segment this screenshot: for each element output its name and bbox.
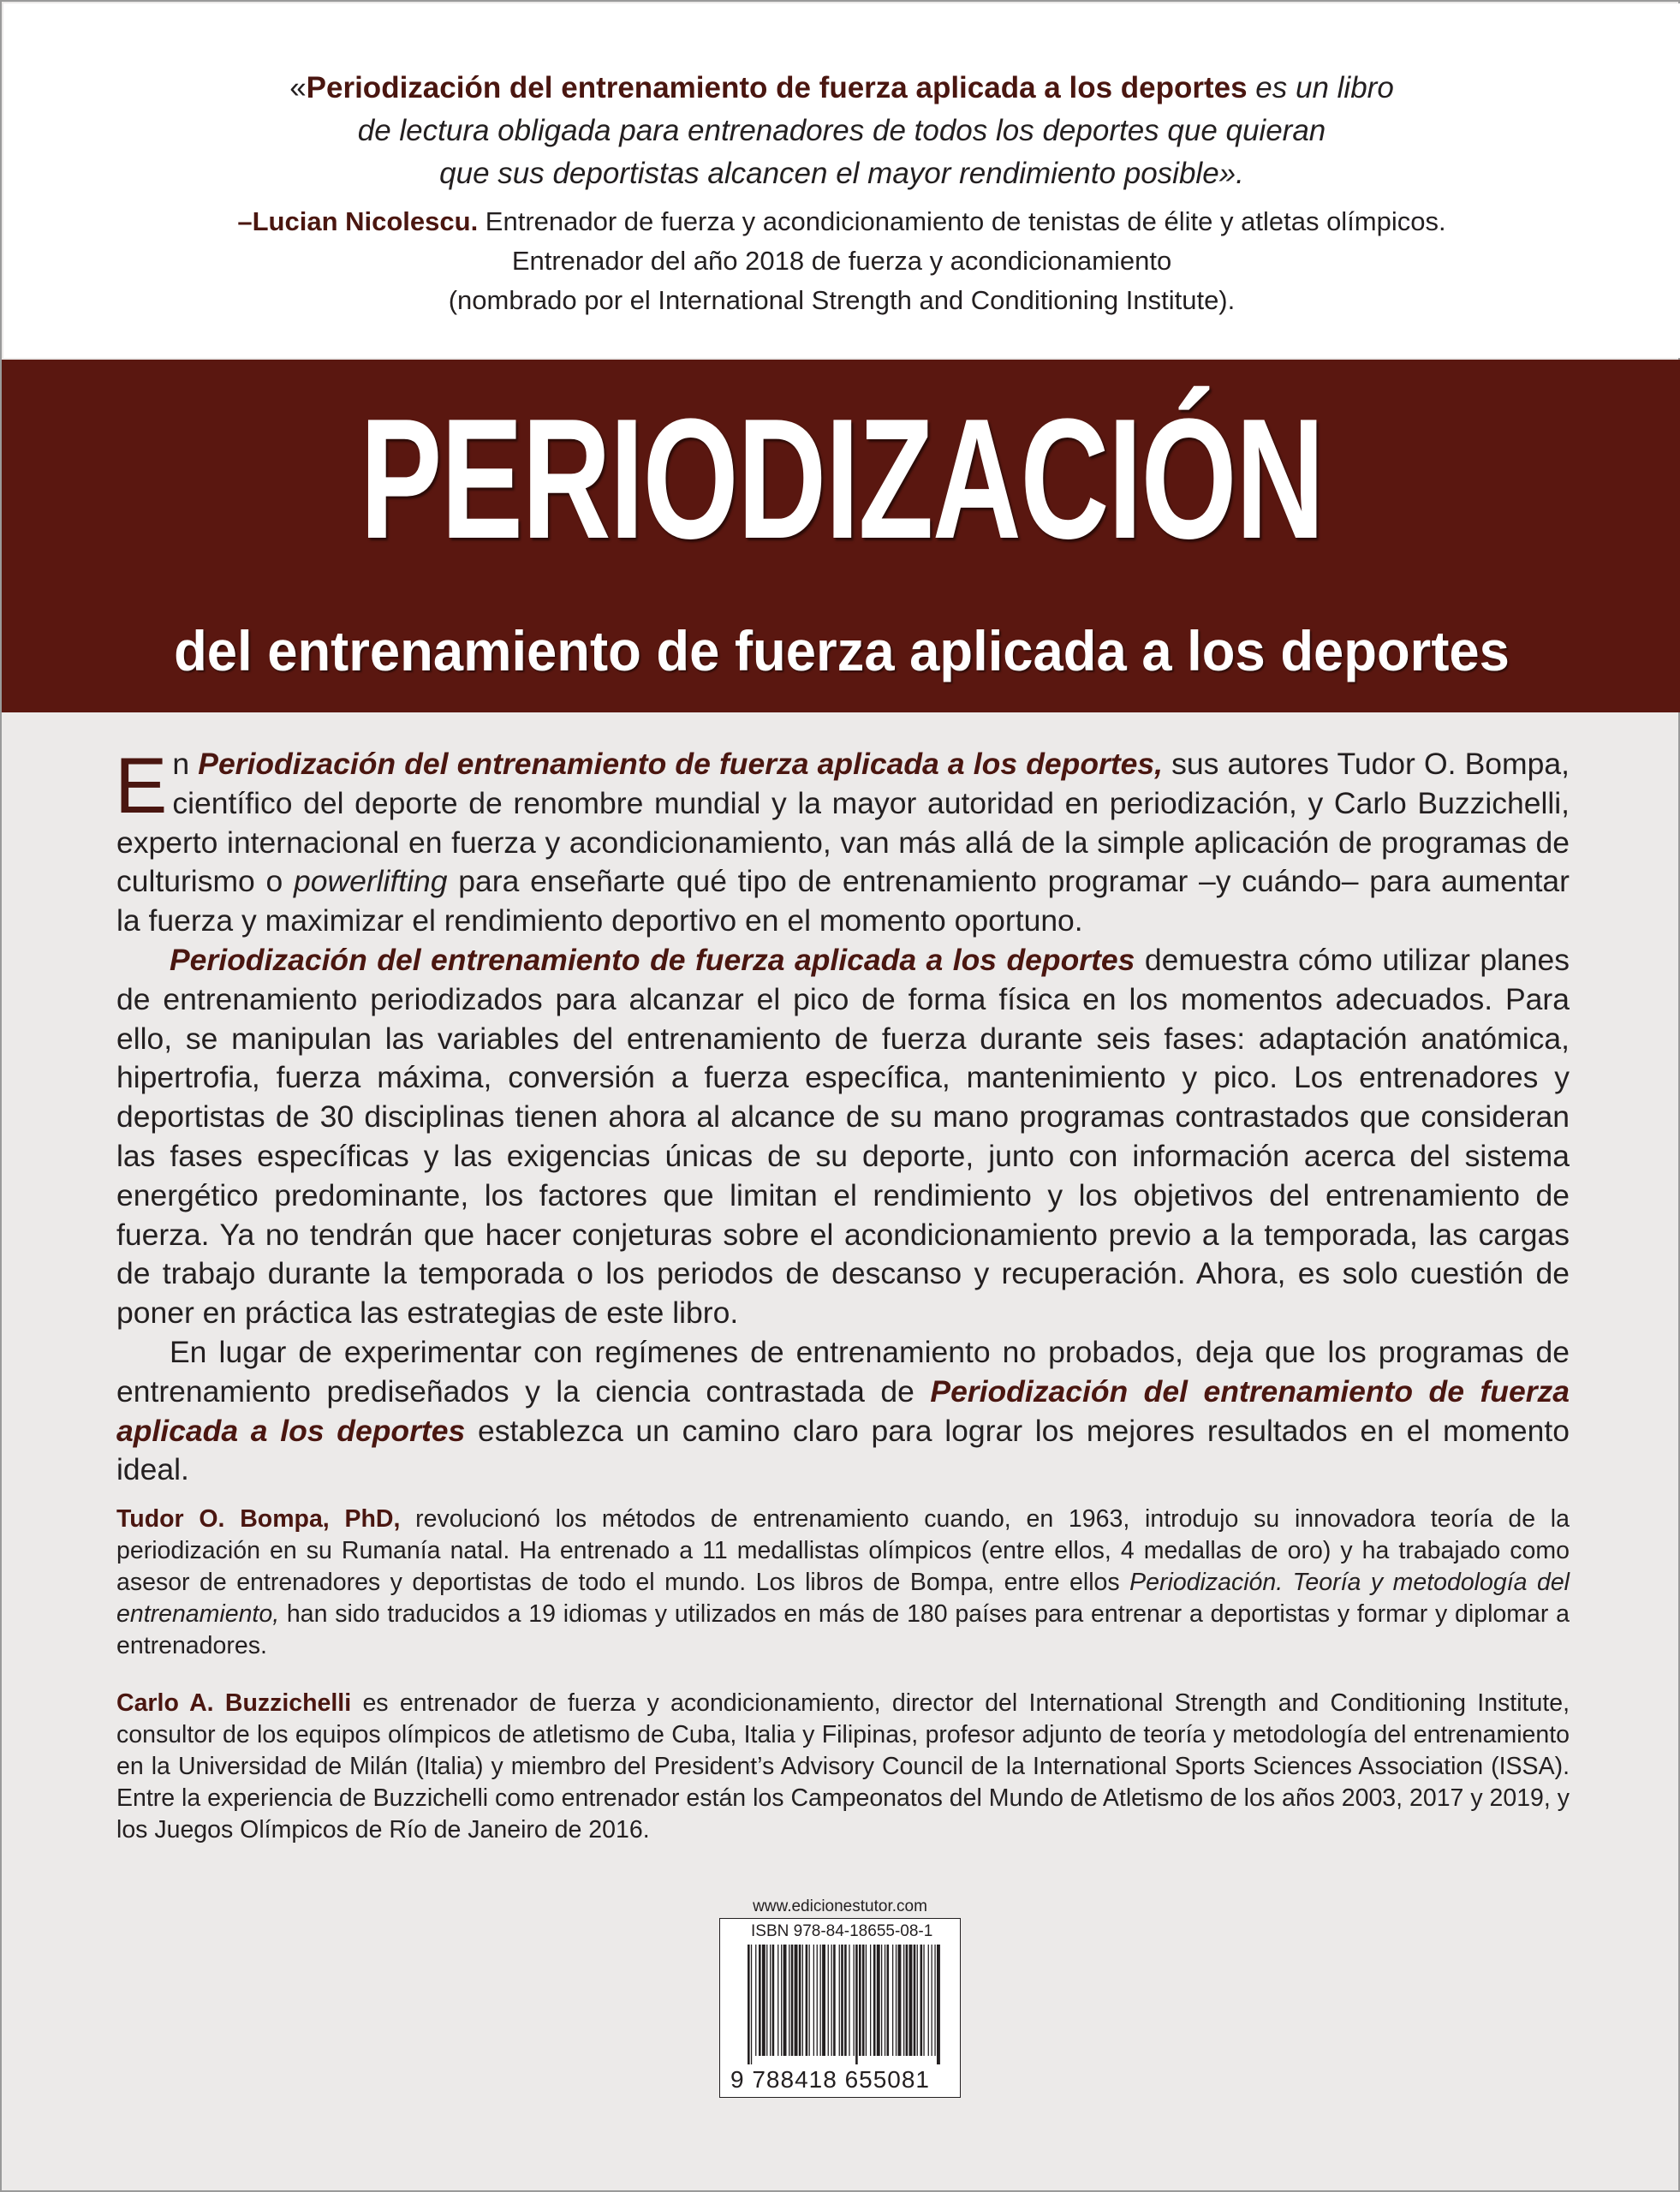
- author-name: Carlo A. Buzzichelli: [116, 1689, 352, 1717]
- quote-open-mark: «: [289, 71, 307, 104]
- attribution-line-3: (nombrado por el International Strength and Conditioning Institute).: [448, 285, 1236, 315]
- blurb-italic-term: powerlifting: [293, 864, 448, 899]
- blurb-paragraph-2: [116, 941, 1570, 1333]
- blurb-text: En lugar de experimentar con regímenes de entrenamiento no probados, deja que los programas de entrenamiento prediseñados y la ciencia contrastada de: [116, 1334, 1570, 1409]
- blurb-paragraph-3: [116, 1333, 1570, 1490]
- blurb-paragraph-1: [115, 742, 1570, 941]
- bio-book-title: Periodización. Teoría y metodología del entrenamiento,: [116, 1569, 1570, 1628]
- author-name: Tudor O. Bompa, PhD,: [116, 1505, 401, 1533]
- publisher-url: www.edicionestutor.com: [753, 1897, 927, 1915]
- endorser-name: –Lucian Nicolescu.: [237, 206, 479, 236]
- barcode-icon: [746, 1945, 943, 2064]
- endorsement-panel: [3, 3, 1680, 358]
- barcode-digits: 9 788418 655081: [730, 2066, 930, 2093]
- attribution-line-2: Entrenador del año 2018 de fuerza y acondicionamiento: [511, 246, 1172, 276]
- book-subtitle: del entrenamiento de fuerza aplicada a los deportes: [174, 619, 1510, 682]
- blurb-text: para enseñarte qué tipo de entrenamiento programar –y cuándo– para aumentar la fuerza y maximizar el rendimiento deportivo en el momento oportuno.: [116, 864, 1570, 938]
- endorsement-quote: [3, 67, 1680, 195]
- quote-text: es un libro: [1247, 71, 1394, 104]
- blurb-book-title: Periodización del entrenamiento de fuerza aplicada a los deportes: [170, 942, 1135, 977]
- quote-line-2: de lectura obligada para entrenadores de todos los deportes que quieran: [357, 114, 1326, 147]
- book-title: PERIODIZACIÓN: [360, 384, 1324, 575]
- author-bio-bompa: [116, 1504, 1570, 1662]
- endorser-role: Entrenador de fuerza y acondicionamiento de tenistas de élite y atletas olímpicos.: [478, 206, 1446, 236]
- blurb-text: demuestra cómo utilizar planes de entrenamiento periodizados para alcanzar el pico de forma física en los momentos adecuados. Para ello, se manipulan las variables del entrenamiento de fuerza durante seis fases: adaptación anatómica, hipertrofia, fuerza máxima, conversión a fuerza específica, mantenimiento y pico. Los entrenadores y deportistas de 30 disciplinas tienen ahora al alcance de su mano programas contrastados que consideran las fases específicas y las exigencias únicas de su deporte, junto con información acerca del sistema energético predominante, los factores que limitan el rendimiento y los objetivos del entrenamiento de fuerza. Ya no tendrán que hacer conjeturas sobre el acondicionamiento previo a la temporada, las cargas de trabajo durante la temporada o los periodos de descanso y recuperación. Ahora, es solo cuestión de poner en práctica las estrategias de este libro.: [116, 942, 1570, 1331]
- isbn-label: ISBN 978-84-18655-08-1: [751, 1922, 933, 1940]
- drop-cap: E: [115, 742, 168, 830]
- barcode-block: [719, 1897, 961, 2099]
- bio-text: es entrenador de fuerza y acondicionamiento, director del International Strength and Conditioning Institute, consultor de los equipos olímpicos de atletismo de Cuba, Italia y Filipinas, profesor adjunto de teoría y metodología del entrenamiento en la Universidad de Milán (Italia) y miembro del President’s Advisory Council de la International Sports Sciences Association (ISSA). Entre la experiencia de Buzzichelli como entrenador están los Campeonatos del Mundo de Atletismo de los años 2003, 2017 y 2019, y los Juegos Olímpicos de Río de Janeiro de 2016.: [116, 1689, 1570, 1844]
- title-banner: [2, 360, 1680, 712]
- quote-line-1: [3, 67, 1680, 110]
- barcode-box: [719, 1918, 961, 2098]
- quote-line-3: que sus deportistas alcancen el mayor rendimiento posible».: [439, 157, 1244, 190]
- blurb-book-title: Periodización del entrenamiento de fuerza aplicada a los deportes: [116, 1373, 1570, 1448]
- blurb: [115, 742, 1570, 1490]
- bio-text: revolucionó los métodos de entrenamiento cuando, en 1963, introdujo su innovadora teoría de la periodización en su Rumanía natal. Ha entrenado a 11 medallistas olímpicos (entre ellos, 4 medallas de oro) y ha trabajado como asesor de entrenadores y deportistas de todo el mundo. Los libros de Bompa, entre ellos: [116, 1505, 1570, 1596]
- blurb-text: sus autores Tudor O. Bompa, científico del deporte de renombre mundial y la mayor autoridad en periodización, y Carlo Buzzichelli, experto internacional en fuerza y acondicionamiento, van más allá de la simple aplicación de programas de culturismo o: [116, 747, 1570, 899]
- blurb-book-title: Periodización del entrenamiento de fuerza aplicada a los deportes,: [198, 747, 1163, 781]
- bio-text: han sido traducidos a 19 idiomas y utilizados en más de 180 países para entrenar a deportistas y formar y diplomar a entrenadores.: [116, 1600, 1570, 1659]
- quote-book-title: Periodización del entrenamiento de fuerza aplicada a los deportes: [306, 71, 1248, 104]
- blurb-text: establezca un camino claro para lograr los mejores resultados en el momento ideal.: [116, 1413, 1570, 1487]
- attribution-line-1: [3, 202, 1680, 241]
- blurb-text: n: [172, 747, 199, 781]
- endorsement-attribution: [3, 202, 1680, 320]
- author-bio-buzzichelli: [116, 1688, 1570, 1846]
